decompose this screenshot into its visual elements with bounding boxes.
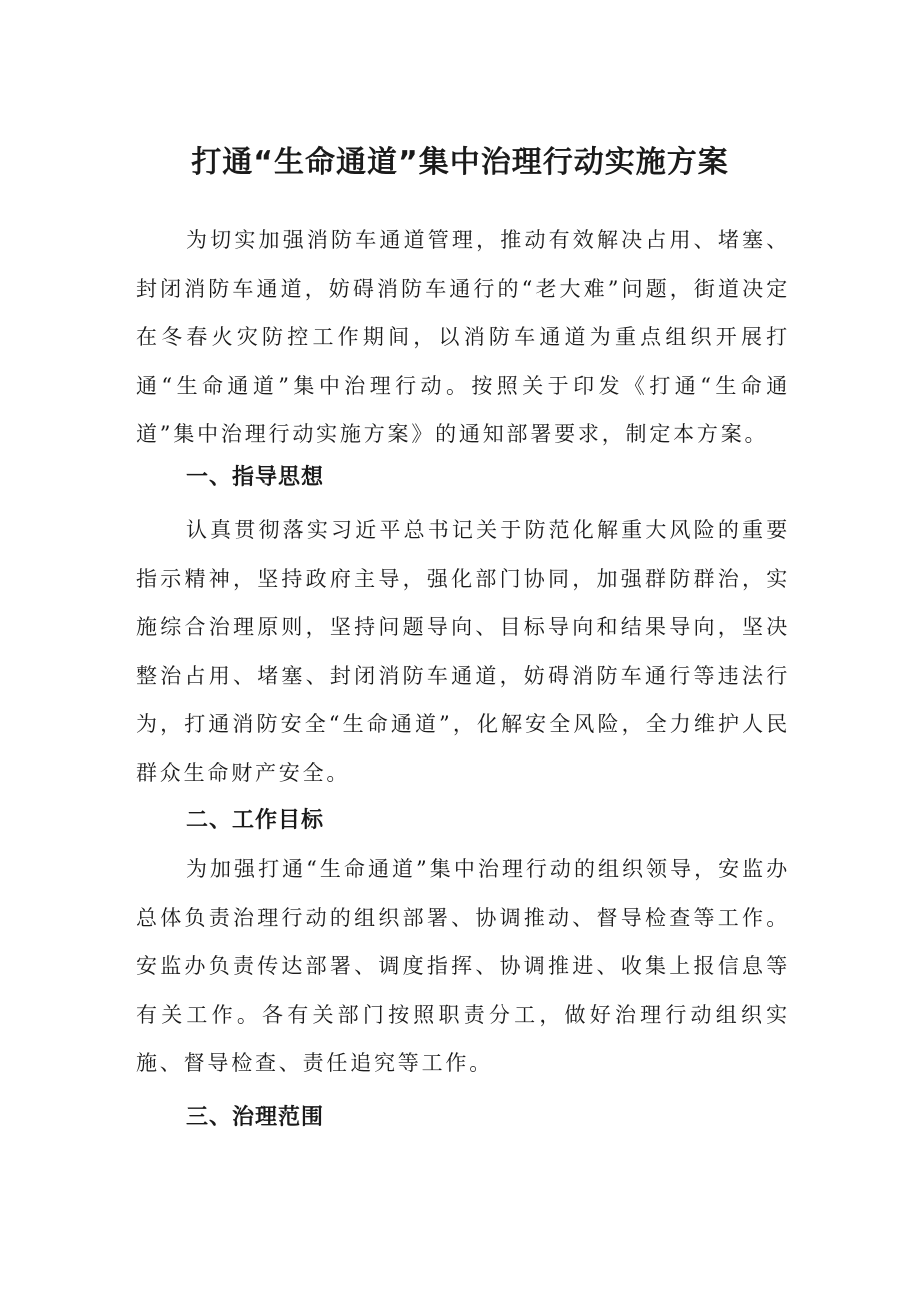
section-heading-work-goals: 二、工作目标 xyxy=(186,808,325,833)
section-heading-guiding-ideology: 一、指导思想 xyxy=(186,465,325,490)
section-heading-scope: 三、治理范围 xyxy=(186,1105,325,1130)
section-body-guiding-ideology: 认真贯彻落实习近平总书记关于防范化解重大风险的重要指示精神，坚持政府主导，强化部门协同，加强群防群治，实施综合治理原则，坚持问题导向、目标导向和结果导向，坚决整治占用、堵塞、封闭消防车通道，妨碍消防车通行等违法行为，打通消防安全“生命通道”，化解安全风险，全力维护人民群众生命财产安全。 xyxy=(136,518,790,785)
document-title: 打通“生命通道”集中治理行动实施方案 xyxy=(191,145,729,180)
section-body-work-goals: 为加强打通“生命通道”集中治理行动的组织领导，安监办总体负责治理行动的组织部署、协调推动、督导检查等工作。安监办负责传达部署、调度指挥、协调推进、收集上报信息等有关工作。各有关部门按照职责分工，做好治理行动组织实施、督导检查、责任追究等工作。 xyxy=(136,857,790,1075)
intro-paragraph: 为切实加强消防车通道管理，推动有效解决占用、堵塞、封闭消防车通道，妨碍消防车通行的“老大难”问题，街道决定在冬春火灾防控工作期间，以消防车通道为重点组织开展打通“生命通道”集中治理行动。按照关于印发《打通“生命通道”集中治理行动实施方案》的通知部署要求，制定本方案。 xyxy=(136,228,790,446)
